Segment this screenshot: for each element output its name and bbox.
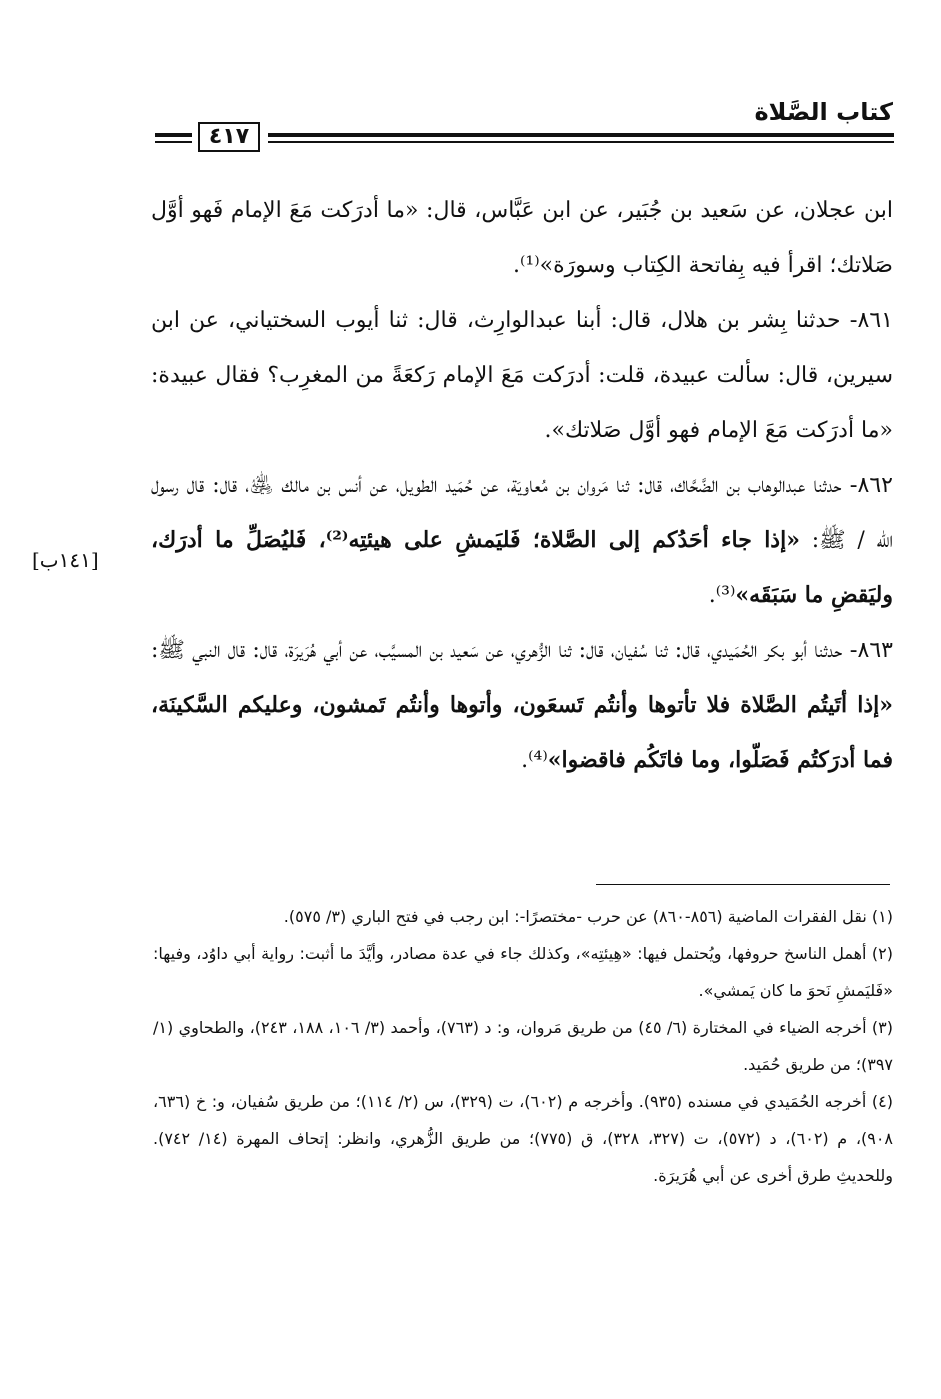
hadith-number: ٨٦٣-	[849, 638, 893, 663]
header-rule-right-thick	[268, 133, 894, 137]
running-header-title: كتاب الصَّلاة	[754, 98, 893, 126]
paragraph-862	[151, 458, 893, 623]
hadith-quote: «إذا جاء أحَدُكم إلى الصَّلاة؛ فَليَمشِ على هيئتِه⁽²⁾، فَليُصَلِّ ما أدرَك، وليَقضِ ما سَبَقَه»	[151, 527, 893, 608]
paragraph-continuation	[151, 183, 893, 293]
hadith-quote: «إذا أتَيتُم الصَّلاة فلا تأتوها وأنتُم تَسعَون، وأتوها وأنتُم تَمشون، وعليكم السَّكينَة، فما أدرَكتُم فَصَلّوا، وما فاتَكُم فاقضوا»	[151, 692, 893, 773]
hadith-number: ٨٦١-	[849, 308, 893, 333]
header-rule-left-thick	[155, 133, 192, 137]
footnote-ref: ⁽⁴⁾.	[521, 748, 548, 773]
footnote-4: (٤) أخرجه الحُمَيدي في مسنده (٩٣٥). وأخرجه م (٦٠٢)، ت (٣٢٩)، س (٢/ ١١٤)؛ من طريق سُفيان، و: خ (٦٣٦، ٩٠٨)، م (٦٠٢)، د (٥٧٢)، ت (٣٢٧، ٣٢٨)، ق (٧٧٥)؛ من طريق الزُّهري، وانظر: إتحاف المهرة (١٤/ ٧٤٢). وللحديثِ طرق أخرى عن أبي هُرَيرَة.	[153, 1092, 894, 1185]
paragraph-text: حدثنا أبو بكر الحُمَيدي، قال: ثنا سُفيان، قال: ثنا الزُّهري، عن سَعيد بن المسيَّب، عن أبي هُرَيرَة، قال: قال النبي ﷺ:	[151, 638, 843, 663]
paragraph-text: ابن عجلان، عن سَعيد بن جُبَير، عن ابن عَبَّاس، قال: «ما أدرَكت مَعَ الإمام فَهو أوَّل صَلاتك؛ اقرأ فيه بِفاتحة الكِتاب وسورَة»⁽¹⁾.	[151, 198, 893, 278]
footnote-1: (١) نقل الفقرات الماضية (٨٥٦-٨٦٠) عن حرب -مختصرًا-: ابن رجب في فتح الباري (٣/ ٥٧٥).	[283, 907, 893, 926]
paragraph-text: حدثنا عبدالوهاب بن الضَّحَّاك، قال: ثنا مَروان بن مُعاويَة، عن حُمَيد الطويل، عن أنس بن مالك ﵁، قال: قال رسول الله / ﷺ:	[151, 473, 893, 553]
header-rule-left-thin	[155, 141, 192, 143]
footnote-2: (٢) أهمل الناسخ حروفها، ويُحتمل فيها: «هِيئتِه»، وكذلك جاء في عدة مصادر، وأيَّدَ ما أثبت: رواية أبي داوُد، وفيها: «فَليَمشِ نَحوَ ما كان يَمشي».	[153, 944, 893, 1000]
paragraph-text: حدثنا بِشر بن هلال، قال: أبنا عبدالوارِث، قال: ثنا أيوب السختياني، عن ابن سيرين، قال: سألت عبيدة، قلت: أدرَكت مَعَ الإمام رَكعَةً من المغرِب؟ فقال عبيدة: «ما أدرَكت مَعَ الإمام فهو أوَّل صَلاتك».	[151, 308, 893, 443]
paragraph-863	[151, 623, 893, 788]
footnotes	[153, 898, 893, 1194]
hadith-number: ٨٦٢-	[849, 473, 893, 498]
footnote-3: (٣) أخرجه الضياء في المختارة (٦/ ٤٥) من طريق مَروان، و: د (٧٦٣)، وأحمد (٣/ ١٠٦، ١٨٨، ٢٤٣)، والطحاوي (١/ ٣٩٧)؛ من طريق حُمَيد.	[153, 1018, 894, 1074]
header-rule-right-thin	[268, 141, 894, 143]
page-number-box: ٤١٧	[198, 122, 260, 152]
main-text	[151, 183, 893, 788]
paragraph-861	[151, 293, 893, 458]
footnote-separator	[596, 884, 890, 885]
footnote-ref: ⁽³⁾.	[708, 583, 736, 608]
manuscript-folio-marker: [١٤١ب]	[32, 548, 99, 572]
